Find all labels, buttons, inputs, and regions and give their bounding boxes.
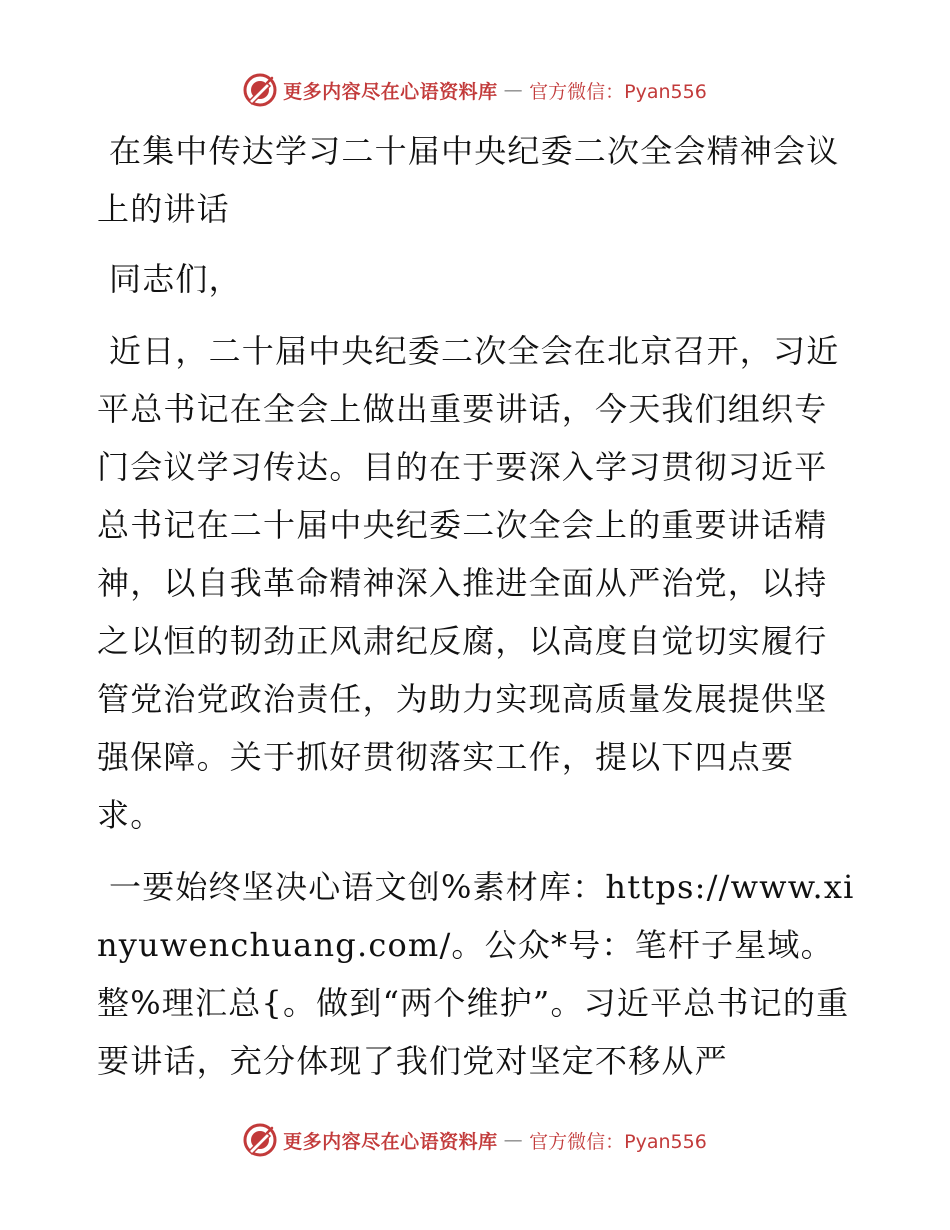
watermark-text: 更多内容尽在心语资料库	[283, 1130, 498, 1153]
watermark-header	[0, 70, 950, 110]
paragraph-1: 近日，二十届中央纪委二次全会在北京召开，习近平总书记在全会上做出重要讲话，今天我们组织专门会议学习传达。目的在于要深入学习贯彻习近平总书记在二十届中央纪委二次全会上的重要讲话精神，以自我革命精神深入推进全面从严治党，以持之以恒的韧劲正风肃纪反腐，以高度自觉切实履行管党治党政治责任，为助力实现高质量发展提供坚强保障。关于抓好贯彻落实工作，提以下四点要求。	[97, 332, 840, 834]
watermark-text: 更多内容尽在心语资料库	[283, 80, 498, 103]
watermark-contact: 官方微信：Pyan556	[529, 80, 707, 103]
pen-logo-icon	[243, 73, 277, 107]
watermark-footer	[0, 1120, 950, 1160]
greeting: 同志们，	[109, 260, 242, 298]
paragraph-2: 一要始终坚决心语文创%素材库：https://www.xinyuwenchuang.com/。公众*号：笔杆子星域。整%理汇总{。做到“两个维护”。习近平总书记的重要讲话，充分体现了我们党对坚定不移从严	[97, 868, 855, 1080]
watermark-separator: —	[503, 79, 524, 101]
pen-logo-icon	[243, 1123, 277, 1157]
document-body	[97, 122, 857, 1104]
document-title: 在集中传达学习二十届中央纪委二次全会精神会议上的讲话	[97, 132, 840, 228]
watermark-separator: —	[503, 1129, 524, 1151]
watermark-contact: 官方微信：Pyan556	[529, 1130, 707, 1153]
